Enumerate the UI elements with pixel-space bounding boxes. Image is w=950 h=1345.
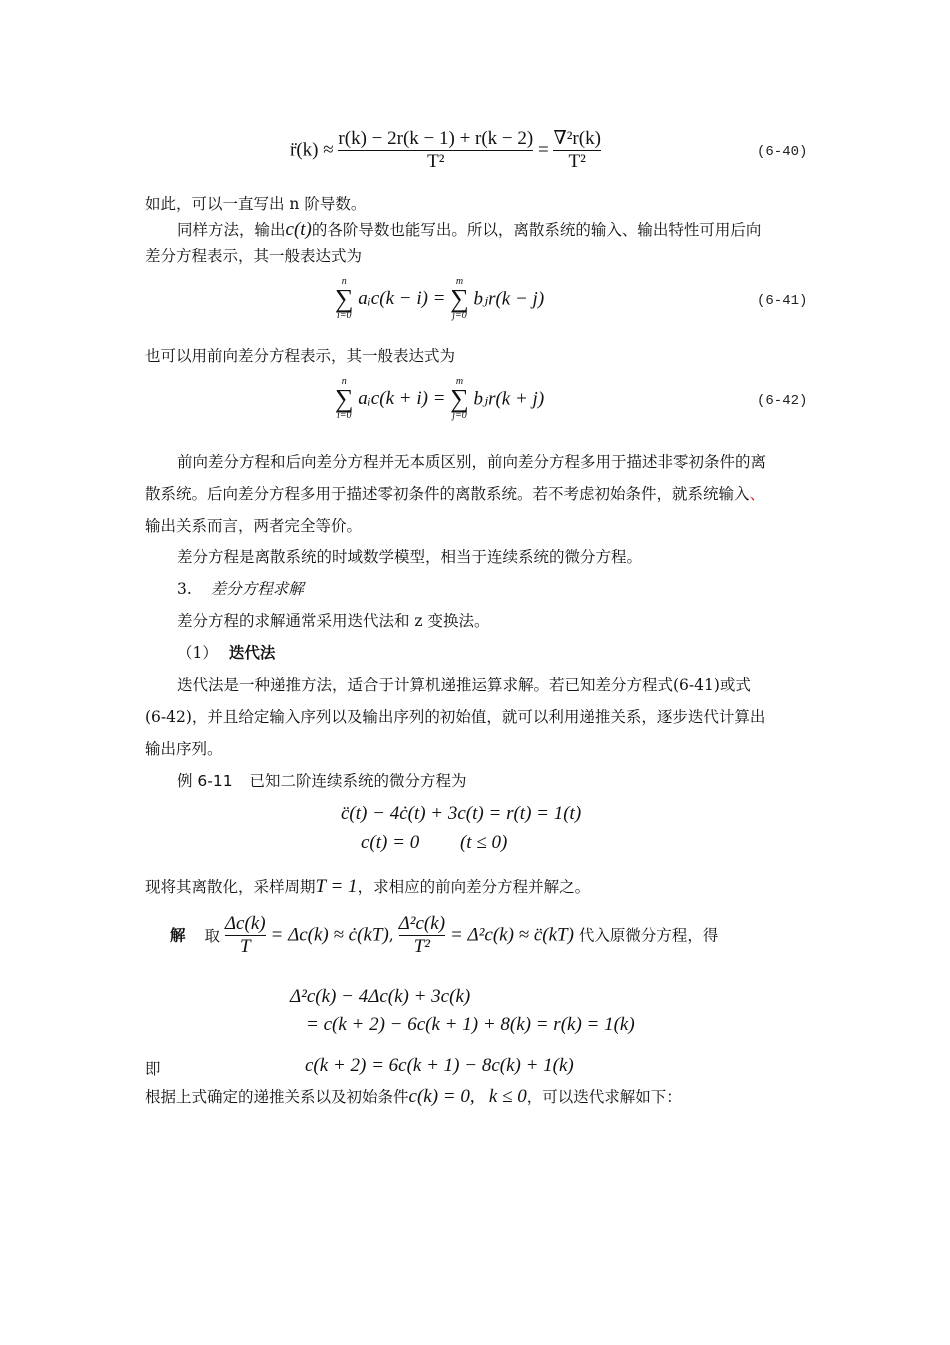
solution-fraction-2-den: T²	[399, 935, 445, 958]
eq-6-41-sum-1	[335, 277, 354, 321]
paragraph-4-line-2	[145, 484, 765, 504]
solution-label: 解	[170, 926, 186, 945]
eq-6-40-equals: =	[537, 139, 549, 161]
paragraph-4-line-1: 前向差分方程和后向差分方程并无本质区别，前向差分方程多用于描述非零初条件的离	[177, 453, 767, 471]
eq-6-40-fraction-1	[338, 128, 533, 173]
eq-6-42-sum-2-top: m	[455, 376, 464, 387]
equation-6-42	[335, 377, 544, 421]
paragraph-7-line-3: 输出序列。	[145, 740, 223, 758]
solution-fraction-1-num: Δc(k)	[224, 913, 266, 934]
paragraph-1: 如此，可以一直写出 n 阶导数。	[145, 195, 367, 213]
eq-6-40-lhs: r̈(k) ≈	[290, 139, 334, 161]
subheading-iteration	[177, 643, 275, 663]
subheading-title: 迭代法	[228, 644, 276, 662]
solution-comma: ,	[388, 926, 394, 945]
eq-6-40-fraction-2	[553, 128, 600, 173]
eq-6-41-sum-2-top: m	[455, 276, 464, 287]
subheading-number: （1）	[177, 644, 218, 662]
eq-6-41-sum-2-bottom: j=0	[452, 310, 467, 321]
eq-6-40-denominator-2: T²	[553, 150, 600, 173]
eq-6-40-numerator-2: ∇²r(k)	[553, 128, 601, 149]
solution-tail: 代入原微分方程，得	[578, 926, 719, 945]
eq-6-40-tag: (6-40)	[757, 144, 808, 160]
paragraph-8-text-a: 现将其离散化，采样周期	[145, 878, 316, 896]
sigma-symbol: ∑	[450, 284, 469, 313]
eq-6-42-term-2: bⱼr(k + j)	[473, 388, 545, 410]
eq-6-40-numerator-1: r(k) − 2r(k − 1) + r(k − 2)	[338, 128, 534, 149]
paragraph-9	[145, 1087, 682, 1107]
example-6-11	[177, 771, 467, 791]
solution-fraction-2-num: Δ²c(k)	[398, 913, 446, 934]
paragraph-8	[145, 877, 590, 897]
example-equation-1: c̈(t) − 4ċ(t) + 3c(t) = r(t) = 1(t)	[341, 803, 582, 824]
eq-6-40-denominator-1: T²	[338, 150, 533, 173]
sigma-symbol: ∑	[450, 384, 469, 413]
paragraph-7-line-1: 迭代法是一种递推方法，适合于计算机递推运算求解。若已知差分方程式(6-41)或式	[177, 676, 751, 694]
paragraph-4-line-3: 输出关系而言，两者完全等价。	[145, 517, 363, 535]
example-equation-2-a: c(t) = 0	[361, 832, 420, 853]
paragraph-2-line-1	[177, 220, 761, 240]
eq-6-42-term-1: aᵢc(k + i) =	[358, 388, 446, 409]
solution-fraction-1	[225, 913, 266, 958]
recurrence-equation: c(k + 2) = 6c(k + 1) − 8c(k) + 1(k)	[305, 1055, 574, 1076]
paragraph-4-text-b: 散系统。后向差分方程多用于描述零初条件的离散系统。若不考虑初始条件，就系统输入	[145, 485, 750, 503]
eq-6-42-sum-2	[450, 377, 469, 421]
derivation-line-2: = c(k + 2) − 6c(k + 1) + 8(k) = r(k) = 1(k)	[306, 1014, 635, 1035]
solution-expr-2: = Δ²c(k) ≈ c̈(kT)	[449, 924, 574, 946]
eq-6-41-tag: (6-41)	[757, 293, 808, 309]
equation-6-40	[290, 128, 601, 173]
sigma-symbol: ∑	[335, 284, 354, 313]
solution-expr-1: = Δc(k) ≈ ċ(kT)	[270, 924, 389, 946]
solution-line	[170, 913, 718, 958]
solution-fraction-1-den: T	[225, 935, 266, 958]
example-label: 例 6-11	[177, 772, 233, 790]
paragraph-3: 也可以用前向差分方程表示，其一般表达式为	[145, 347, 456, 365]
solution-take: 取	[204, 926, 220, 945]
paragraph-9-text-a: 根据上式确定的递推关系以及初始条件	[145, 1088, 409, 1106]
paragraph-2-text-a: 同样方法，输出	[177, 221, 286, 239]
sigma-symbol: ∑	[335, 384, 354, 413]
solution-fraction-2	[399, 913, 445, 958]
eq-6-41-term-1: aᵢc(k − i) =	[358, 288, 446, 309]
paragraph-2-text-b: 的各阶导数也能写出。所以，离散系统的输入、输出特性可用后向	[311, 221, 762, 239]
paragraph-6: 差分方程的求解通常采用迭代法和 z 变换法。	[177, 612, 490, 630]
paragraph-8-text-b: ，求相应的前向差分方程并解之。	[357, 878, 591, 896]
section-heading-3	[177, 579, 304, 599]
equation-6-41	[335, 277, 544, 321]
paragraph-4-red-mark: 、	[749, 485, 766, 503]
eq-6-42-sum-2-bottom: j=0	[452, 410, 467, 421]
example-equation-2-b: (t ≤ 0)	[459, 832, 508, 853]
eq-6-41-sum-2	[450, 277, 469, 321]
eq-6-41-sum-1-top: n	[341, 276, 347, 287]
paragraph-9-text-b: ，可以迭代求解如下：	[526, 1088, 682, 1106]
section-heading-number: 3.	[177, 580, 192, 598]
eq-6-42-sum-1	[335, 377, 354, 421]
paragraph-9-math: c(k) = 0, k ≤ 0	[408, 1086, 527, 1107]
section-heading-title: 差分方程求解	[210, 580, 304, 598]
derivation-line-1: Δ²c(k) − 4Δc(k) + 3c(k)	[290, 986, 471, 1007]
paragraph-2-line-2: 差分方程表示，其一般表达式为	[145, 247, 363, 265]
eq-6-42-tag: (6-42)	[757, 393, 808, 409]
eq-6-41-sum-1-bottom: i=0	[337, 310, 352, 321]
paragraph-8-math: T = 1	[315, 876, 358, 897]
paragraph-5: 差分方程是离散系统的时域数学模型，相当于连续系统的微分方程。	[177, 548, 643, 566]
paragraph-7-line-2: (6-42)，并且给定输入序列以及输出序列的初始值，就可以利用递推关系，逐步迭代计算出	[145, 708, 766, 726]
paragraph-2-math: c(t)	[285, 219, 312, 240]
example-text: 已知二阶连续系统的微分方程为	[249, 772, 467, 790]
ji-label: 即	[145, 1060, 161, 1078]
eq-6-42-sum-1-bottom: i=0	[337, 410, 352, 421]
example-equation-2	[361, 832, 507, 854]
eq-6-42-sum-1-top: n	[341, 376, 347, 387]
eq-6-41-term-2: bⱼr(k − j)	[473, 288, 545, 310]
